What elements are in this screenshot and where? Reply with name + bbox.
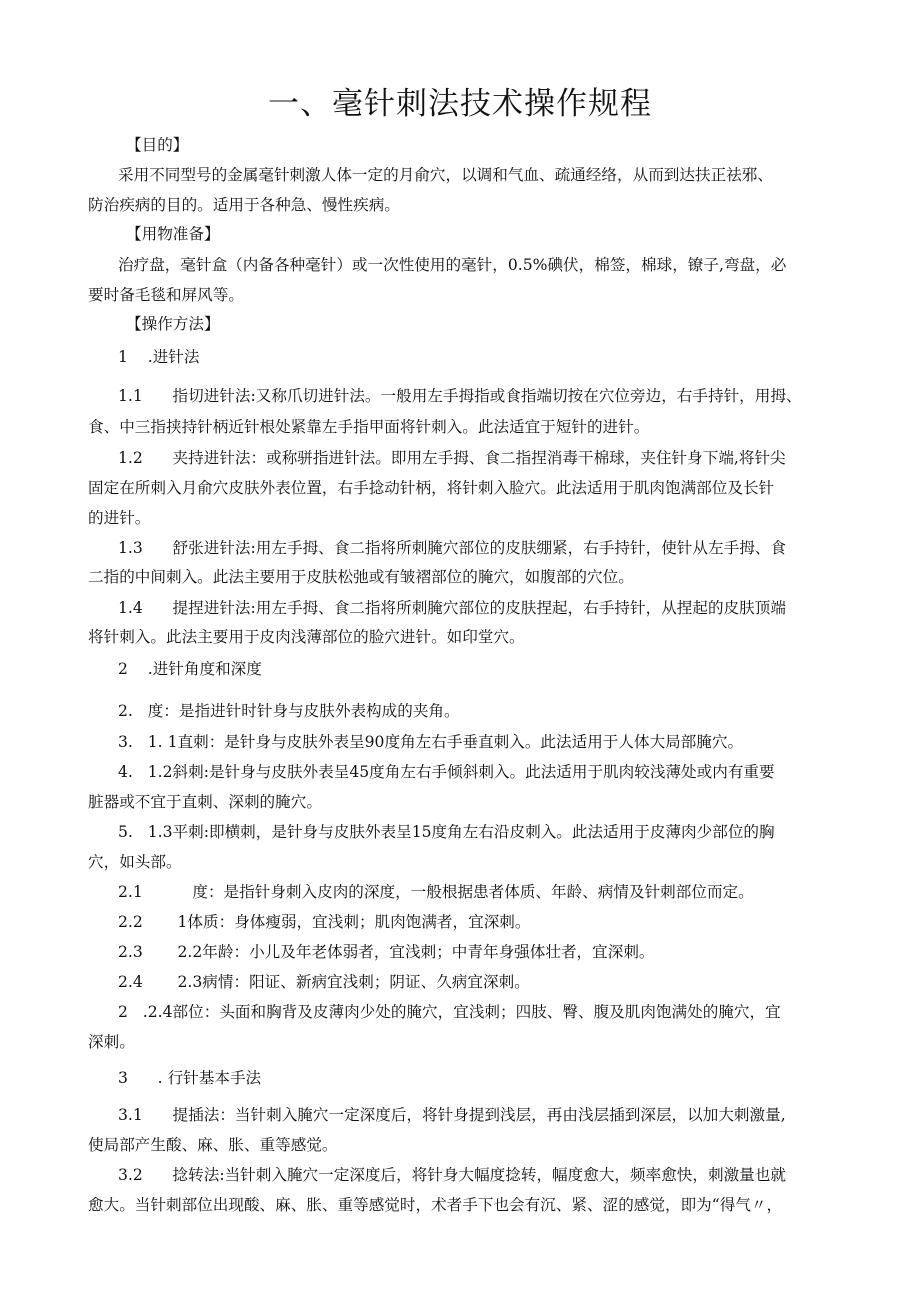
- paragraph-line: 二指的中间刺入。此法主要用于皮肤松弛或有皱褶部位的腌穴，如腹部的穴位。: [88, 568, 634, 586]
- paragraph-line: 要时备毛毯和屏风等。: [88, 286, 244, 304]
- paragraph-line: 食、中三指挟持针柄近针根处紧靠左手指甲面将针刺入。此法适宜于短针的进针。: [88, 418, 650, 436]
- paragraph-line: 深刺。: [88, 1033, 135, 1051]
- paragraph-line: 1.3 舒张进针法:用左手拇、食二指将所刺腌穴部位的皮肤绷紧，右手持针，使针从左手拇、食: [118, 539, 786, 557]
- paragraph-line: 2.3 2.2年龄：小儿及年老体弱者，宜浅刺；中青年身强体壮者，宜深刺。: [118, 943, 655, 961]
- paragraph-line: 3. 1. 1直刺：是针身与皮肤外表呈90度角左右手垂直刺入。此法适用于人体大局部腌穴。: [118, 733, 744, 751]
- page-title: 一、毫针刺法技术操作规程: [268, 86, 652, 122]
- paragraph-line: 脏器或不宜于直刺、深刺的腌穴。: [88, 793, 322, 811]
- paragraph-line: 穴，如头部。: [88, 853, 182, 871]
- section-heading-method: 【操作方法】: [126, 315, 220, 333]
- paragraph-line: 固定在所刺入月俞穴皮肤外表位置，右手捻动针柄，将针刺入脸穴。此法适用于肌肉饱满部位及长针: [88, 479, 775, 497]
- section-heading-purpose: 【目的】: [126, 136, 189, 154]
- paragraph-line: 5. 1.3平刺:即横刺，是针身与皮肤外表呈15度角左右沿皮刺入。此法适用于皮薄肉少部位的胸: [118, 823, 775, 841]
- paragraph-line: 2.4 2.3病情：阳证、新病宜浅刺；阴证、久病宜深刺。: [118, 973, 530, 991]
- paragraph-line: 2.2 1体质：身体瘦弱，宜浅刺；肌肉饱满者，宜深刺。: [118, 913, 531, 931]
- paragraph-line: 1.4 提捏进针法:用左手拇、食二指将所刺腌穴部位的皮肤捏起，右手持针，从捏起的皮肤顶端: [118, 599, 786, 617]
- paragraph-line: 采用不同型号的金属毫针刺激人体一定的月俞穴，以调和气血、疏通经络，从而到达扶正祛邪、: [118, 166, 773, 184]
- paragraph-line: 治疗盘，毫针盒（内备各种毫针）或一次性使用的毫针，0.5%碘伏，棉签，棉球，镣子,弯盘，必: [118, 256, 787, 274]
- section-heading-supplies: 【用物准备】: [126, 225, 220, 243]
- paragraph-line: 将针刺入。此法主要用于皮肉浅薄部位的脸穴进针。如印堂穴。: [88, 628, 525, 646]
- paragraph-line: 3.1 提插法：当针刺入腌穴一定深度后，将针身提到浅层，再由浅层插到深层，以加大刺激量,: [118, 1106, 786, 1124]
- subsection-heading: 2 .进针角度和深度: [118, 660, 262, 678]
- paragraph-line: 4. 1.2斜刺:是针身与皮肤外表呈45度角左右手倾斜刺入。此法适用于肌肉较浅薄处或内有重要: [118, 763, 775, 781]
- paragraph-line: 愈大。当针刺部位出现酸、麻、胀、重等感觉时，术者手下也会有沉、紧、涩的感觉，即为“得气〃，: [88, 1196, 783, 1214]
- paragraph-line: 2. 度：是指进针时针身与皮肤外表构成的夹角。: [118, 702, 460, 720]
- subsection-heading: 3 . 行针基本手法: [118, 1069, 262, 1087]
- subsection-heading: 1 .进针法: [118, 348, 200, 366]
- paragraph-line: 1.2 夹持进针法：或称骈指进针法。即用左手拇、食二指捏消毒干棉球，夹住针身下端,将针尖: [118, 449, 786, 467]
- paragraph-line: 的进针。: [88, 509, 151, 527]
- paragraph-line: 1.1 指切进针法:又称爪切进针法。一般用左手拇指或食指端切按在穴位旁边，右手持针，用拇、: [118, 387, 802, 405]
- paragraph-line: 使局部产生酸、麻、胀、重等感觉。: [88, 1136, 338, 1154]
- paragraph-line: 3.2 捻转法:当针刺入腌穴一定深度后，将针身大幅度捻转，幅度愈大，频率愈快，刺激量也就: [118, 1166, 786, 1184]
- paragraph-line: 防治疾病的目的。适用于各种急、慢性疾病。: [88, 196, 400, 214]
- paragraph-line: 2.1 度：是指针身刺入皮肉的深度，一般根据患者体质、年龄、病情及针刺部位而定。: [118, 883, 754, 901]
- paragraph-line: 2 .2.4部位：头面和胸背及皮薄肉少处的腌穴，宜浅刺；四肢、臀、腹及肌肉饱满处的腌穴，宜: [118, 1003, 781, 1021]
